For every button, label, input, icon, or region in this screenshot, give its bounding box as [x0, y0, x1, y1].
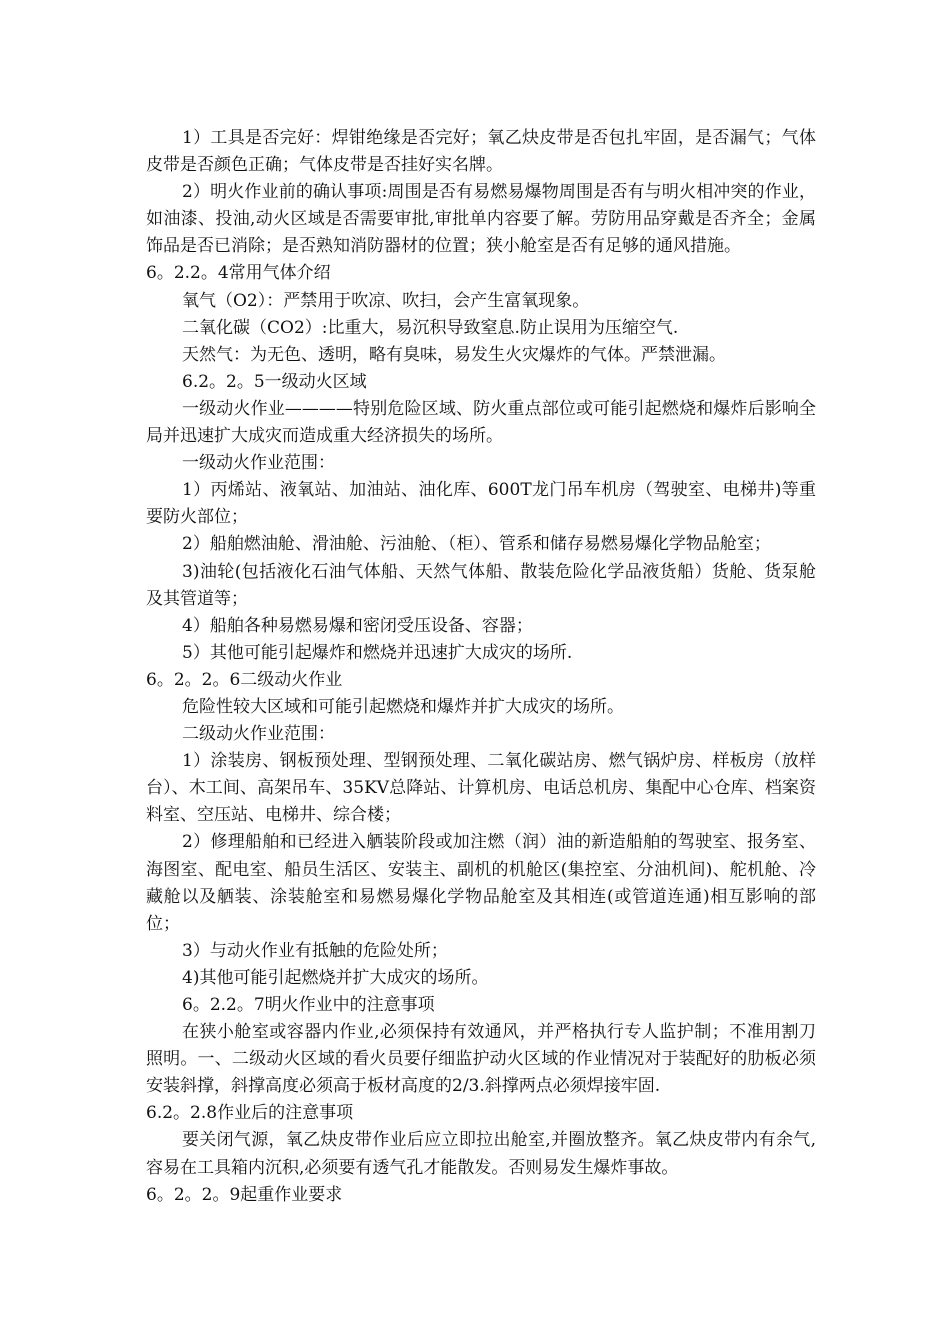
body-paragraph: 二级动火作业范围：: [182, 724, 335, 745]
body-paragraph: 在狭小舱室或容器内作业,必须保持有效通风，并严格执行专人监护制；不准用割刀照明。一、二级动火区域的看火员要仔细监护动火区域的作业情况对于装配好的肋板必须安装斜撑，斜撑高度必须高于板材高度的2/3.斜撑两点必须焊接牢固.: [146, 1022, 816, 1097]
body-paragraph: 二氧化碳（CO2）:比重大，易沉积导致窒息.防止误用为压缩空气.: [182, 317, 679, 338]
body-paragraph: 危险性较大区域和可能引起燃烧和爆炸并扩大成灾的场所。: [182, 696, 624, 717]
body-paragraph: 要关闭气源，氧乙炔皮带作业后应立即拉出舱室,并圈放整齐。氧乙炔皮带内有余气,容易在工具箱内沉积,必须要有透气孔才能散发。否则易发生爆炸事故。: [146, 1130, 816, 1178]
section-heading: 6.2。2.8作业后的注意事项: [146, 1103, 354, 1124]
document-body: [146, 125, 816, 1209]
body-paragraph: 3)油轮(包括液化石油气体船、天然气体船、散装危险化学品液货船）货舱、货泵舱及其管道等；: [146, 561, 816, 609]
body-paragraph: 一级动火作业范围：: [182, 453, 335, 474]
body-paragraph: 2）船舶燃油舱、滑油舱、污油舱、（柜）、管系和储存易燃易爆化学物品舱室；: [182, 534, 771, 555]
section-heading: 6。2。2。6二级动火作业: [146, 669, 343, 690]
body-paragraph: 一级动火作业————特别危险区域、防火重点部位或可能引起燃烧和爆炸后影响全局并迅速扩大成灾而造成重大经济损失的场所。: [146, 398, 816, 447]
body-paragraph: 4)其他可能引起燃烧并扩大成灾的场所。: [182, 967, 489, 988]
body-paragraph: 5）其他可能引起爆炸和燃烧并迅速扩大成灾的场所.: [182, 642, 573, 663]
body-paragraph: 1）涂装房、钢板预处理、型钢预处理、二氧化碳站房、燃气锅炉房、样板房（放样台）、木工间、高架吊车、35KV总降站、计算机房、电话总机房、集配中心仓库、档案资料室、空压站、电梯井、综合楼；: [146, 751, 816, 826]
section-heading: 6。2.2。4常用气体介绍: [146, 263, 331, 284]
body-paragraph: 2）明火作业前的确认事项:周围是否有易燃易爆物周围是否有与明火相冲突的作业，如油漆、投油,动火区域是否需要审批,审批单内容要了解。劳防用品穿戴是否齐全；金属饰品是否已消除；是否熟知消防器材的位置；狭小舱室是否有足够的通风措施。: [146, 182, 816, 257]
body-paragraph: 6.2。2。5一级动火区域: [182, 371, 367, 392]
section-heading: 6。2。2。9起重作业要求: [146, 1184, 343, 1205]
body-paragraph: 氧气（O2）：严禁用于吹凉、吹扫，会产生富氧现象。: [182, 290, 590, 311]
body-paragraph: 1）工具是否完好：焊钳绝缘是否完好；氧乙炔皮带是否包扎牢固，是否漏气；气体皮带是否颜色正确；气体皮带是否挂好实名牌。: [146, 128, 816, 176]
body-paragraph: 4）船舶各种易燃易爆和密闭受压设备、容器；: [182, 615, 533, 636]
body-paragraph: 天然气：为无色、透明，略有臭味，易发生火灾爆炸的气体。严禁泄漏。: [182, 344, 726, 365]
body-paragraph: 2）修理船舶和已经进入舾装阶段或加注燃（润）油的新造船舶的驾驶室、报务室、海图室、配电室、船员生活区、安装主、副机的机舱区(集控室、分油机间)、舵机舱、冷藏舱以及舾装、涂装舱室和易燃易爆化学物品舱室及其相连(或管道连通)相互影响的部位；: [146, 832, 816, 934]
body-paragraph: 1）丙烯站、液氧站、加油站、油化库、600T龙门吊车机房（驾驶室、电梯井)等重要防火部位；: [146, 480, 816, 528]
body-paragraph: 6。2.2。7明火作业中的注意事项: [182, 995, 435, 1015]
body-paragraph: 3）与动火作业有抵触的危险处所；: [182, 940, 448, 961]
